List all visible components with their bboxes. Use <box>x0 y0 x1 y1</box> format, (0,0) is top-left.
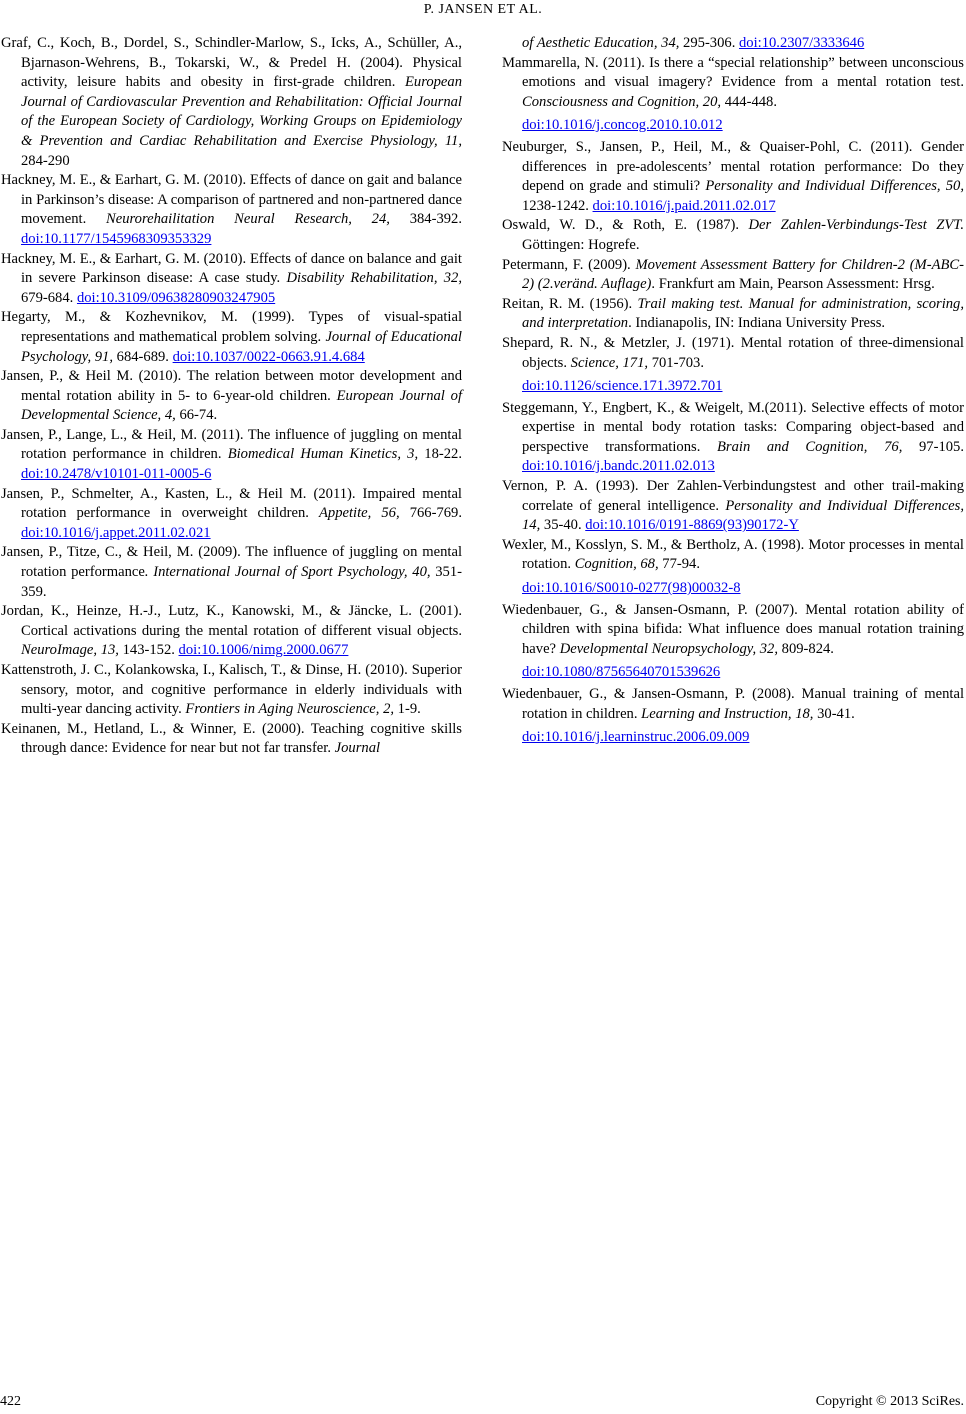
reference-text: Neuburger, S., Jansen, P., Heil, M., & Quaiser-Pohl, C. (2011). Gender differences in pre-adolescents’ mental rotation performance: Do they depend on grade and stimuli? <box>502 138 964 195</box>
reference-text: 97-105. <box>902 438 964 455</box>
reference-text: Mammarella, N. (2011). Is there a “special relationship” between unconscious emotions and visual imagery? Evidence from a mental rotation test. <box>502 54 964 91</box>
reference-source: Learning and Instruction, 18, <box>641 705 814 722</box>
doi-link[interactable]: doi:10.1177/1545968309353329 <box>21 230 212 247</box>
reference-source: Personality and Individual Differences, 50, <box>705 178 964 195</box>
reference-entry <box>502 216 964 255</box>
reference-entry <box>502 295 964 334</box>
doi-link[interactable]: doi:10.2478/v10101-011-0005-6 <box>21 466 212 483</box>
reference-source: European Journal of Cardiovascular Prevention and Rehabilitation: Official Journal of the European Society of Cardiology, Working Groups on Epidemiology & Prevention and Cardiac Rehabilitation and Exercise Physiology, 11, <box>21 74 462 149</box>
doi-link[interactable]: doi:10.1016/j.learninstruc.2006.09.009 <box>522 729 750 746</box>
reference-text: 1238-1242. <box>522 197 593 214</box>
reference-source: Journal of Educational Psychology, 91, <box>21 328 462 365</box>
reference-source: Consciousness and Cognition, 20, <box>522 93 722 110</box>
reference-text: Göttingen: Hogrefe. <box>522 236 640 253</box>
reference-entry <box>1 543 462 602</box>
reference-text: 384-392. <box>389 211 462 228</box>
reference-text: . Frankfurt am Main, Pearson Assessment: Hrsg. <box>651 276 935 293</box>
reference-text: Steggemann, Y., Engbert, K., & Weigelt, M.(2011). Selective effects of motor expertise in mental body rotation tasks: Comparing object-based and perspective transformations. <box>502 399 964 455</box>
reference-text: 18-22. <box>418 446 462 463</box>
reference-source: Disability Rehabilitation, 32, <box>286 270 462 287</box>
reference-text: Hackney, M. E., & Earhart, G. M. (2010). Effects of dance on balance and gait in severe Parkinson disease: A case study. <box>1 250 462 287</box>
reference-text: Vernon, P. A. (1993). Der Zahlen-Verbindungstest and other trail-making correlate of general intelligence. <box>502 478 964 514</box>
reference-text: Jansen, P., & Heil M. (2010). The relation between motor development and mental rotation ability in 5- to 6-year-old children. <box>1 368 462 404</box>
reference-text: Wiedenbauer, G., & Jansen-Osmann, P. (2008). Manual training of mental rotation in children. <box>502 686 964 722</box>
reference-entry <box>502 34 964 54</box>
doi-link[interactable]: doi:10.1016/j.appet.2011.02.021 <box>21 524 211 541</box>
doi-link[interactable]: doi:10.3109/09638280903247905 <box>76 289 276 306</box>
reference-source: Biomedical Human Kinetics, 3, <box>227 446 419 463</box>
reference-text: 143-152. <box>118 642 179 659</box>
reference-entry <box>502 399 964 477</box>
reference-source: Cognition, 68, <box>574 556 659 573</box>
running-header: P. JANSEN ET AL. <box>423 2 543 17</box>
reference-entry <box>502 334 964 397</box>
reference-entry <box>1 426 462 485</box>
reference-text: Wexler, M., Kosslyn, S. M., & Bertholz, A. (1998). Motor processes in mental rotation. <box>502 536 964 573</box>
reference-text: Keinanen, M., Hetland, L., & Winner, E. (2000). Teaching cognitive skills through dance: Evidence for near but not far transfer. <box>1 720 462 757</box>
reference-text: 295-306. <box>679 35 739 51</box>
reference-source: Appetite, 56, <box>319 505 400 522</box>
reference-source: Der Zahlen-Verbindungs-Test ZVT. <box>748 217 964 234</box>
reference-entry <box>1 171 462 249</box>
reference-entry <box>502 54 964 136</box>
reference-source: Frontiers in Aging Neuroscience, 2, <box>185 701 395 718</box>
reference-source: . International Journal of Sport Psychology, 40, <box>144 564 431 581</box>
reference-text: Jansen, P., Titze, C., & Heil, M. (2009). The influence of juggling on mental rotation performance <box>1 544 462 581</box>
reference-text: Hackney, M. E., & Earhart, G. M. (2010). Effects of dance on gait and balance in Parkinson’s disease: A comparison of partnered and non-partnered dance movement. <box>1 172 462 228</box>
reference-text: Reitan, R. M. (1956). <box>502 295 638 312</box>
doi-link[interactable]: doi:10.1016/S0010-0277(98)00032-8 <box>522 580 741 597</box>
reference-entry <box>1 367 462 426</box>
reference-text: 444-448. <box>721 93 778 110</box>
reference-text: 77-94. <box>658 556 700 573</box>
reference-text: 284-290 <box>21 152 70 169</box>
doi-link[interactable]: doi:10.1080/87565640701539626 <box>522 664 721 681</box>
reference-text: 701-703. <box>648 354 704 371</box>
page-number: 422 <box>0 1394 21 1409</box>
reference-text: 766-769. <box>399 505 462 522</box>
reference-text: Jansen, P., Schmelter, A., Kasten, L., & Heil M. (2011). Impaired mental rotation performance in overweight children. <box>1 485 462 522</box>
reference-entry <box>1 602 462 661</box>
reference-entry <box>1 720 462 759</box>
reference-entry <box>1 485 462 544</box>
reference-text: 35-40. <box>540 517 586 534</box>
reference-text: Wiedenbauer, G., & Jansen-Osmann, P. (2007). Mental rotation ability of children with spina bifida: What influence does manual rotation training have? <box>502 601 964 657</box>
reference-text: Kattenstroth, J. C., Kolankowska, I., Kalisch, T., & Dinse, H. (2010). Superior sensory, motor, and cognitive performance in elderly individuals with multi-year dancing activity. <box>1 662 462 718</box>
reference-entry <box>1 250 462 309</box>
reference-source: Trail making test. Manual for administration, scoring, and interpretation <box>522 295 965 332</box>
reference-source: Journal <box>334 740 381 757</box>
reference-entry <box>1 308 462 367</box>
reference-text: 679-684. <box>21 289 77 306</box>
reference-entry <box>1 661 462 720</box>
reference-source: Science, 171, <box>570 354 649 371</box>
reference-text: Oswald, W. D., & Roth, E. (1987). <box>502 217 749 234</box>
reference-source: of Aesthetic Education, 34, <box>522 35 680 51</box>
reference-column-right <box>502 34 964 750</box>
reference-text: Jordan, K., Heinze, H.-J., Lutz, K., Kanowski, M., & Jäncke, L. (2001). Cortical activations during the mental rotation of different visual objects. <box>1 603 462 639</box>
reference-text: 351-359. <box>21 564 462 600</box>
reference-entry <box>1 34 462 171</box>
doi-link[interactable]: doi:10.1016/0191-8869(93)90172-Y <box>585 517 799 534</box>
reference-source: European Journal of Developmental Science, 4, <box>21 387 463 424</box>
reference-text: 30-41. <box>813 705 855 722</box>
doi-link[interactable]: doi:10.1126/science.171.3972.701 <box>522 378 723 395</box>
reference-source: Neurorehailitation Neural Research, 24, <box>106 211 390 228</box>
reference-text: 1-9. <box>394 701 421 718</box>
reference-source: Movement Assessment Battery for Children-2 (M-ABC-2) (2.veränd. Auflage) <box>522 256 964 293</box>
reference-text: 809-824. <box>778 640 834 657</box>
reference-source: Developmental Neuropsychology, 32, <box>559 640 779 657</box>
doi-link[interactable]: doi:10.1006/nimg.2000.0677 <box>178 642 349 659</box>
reference-entry <box>502 536 964 599</box>
copyright-notice: Copyright © 2013 SciRes. <box>815 1394 964 1409</box>
reference-text: 684-689. <box>113 348 173 365</box>
doi-link[interactable]: doi:10.1016/j.paid.2011.02.017 <box>592 197 776 214</box>
reference-text: . Indianapolis, IN: Indiana University Press. <box>628 315 886 332</box>
reference-entry <box>502 138 964 216</box>
reference-text: Petermann, F. (2009). <box>502 256 636 273</box>
reference-text: Graf, C., Koch, B., Dordel, S., Schindler-Marlow, S., Icks, A., Schüller, A., Bjarnason-Wehrens, B., Tokarski, W., & Predel H. (2004). Physical activity, leisure habits and obesity in first-grade children. <box>1 35 462 91</box>
doi-link[interactable]: doi:10.1016/j.concog.2010.10.012 <box>522 117 723 134</box>
reference-column-left <box>1 34 462 759</box>
reference-entry <box>502 685 964 748</box>
reference-source: NeuroImage, 13, <box>21 642 119 659</box>
doi-link[interactable]: doi:10.1016/j.bandc.2011.02.013 <box>522 458 715 475</box>
reference-text: Jansen, P., Lange, L., & Heil, M. (2011). The influence of juggling on mental rotation performance in children. <box>1 426 462 463</box>
reference-text: Shepard, R. N., & Metzler, J. (1971). Mental rotation of three-dimensional objects. <box>502 334 964 371</box>
reference-text: Hegarty, M., & Kozhevnikov, M. (1999). Types of visual-spatial representations and mathematical problem solving. <box>1 309 462 345</box>
reference-text: 66-74. <box>175 407 218 424</box>
reference-source: Brain and Cognition, 76, <box>717 438 903 455</box>
reference-entry <box>502 477 964 536</box>
reference-entry <box>502 601 964 683</box>
reference-entry <box>502 256 964 295</box>
doi-link[interactable]: doi:10.1037/0022-0663.91.4.684 <box>172 348 365 365</box>
reference-source: Personality and Individual Differences, 14, <box>522 497 964 534</box>
doi-link[interactable]: doi:10.2307/3333646 <box>739 35 865 51</box>
